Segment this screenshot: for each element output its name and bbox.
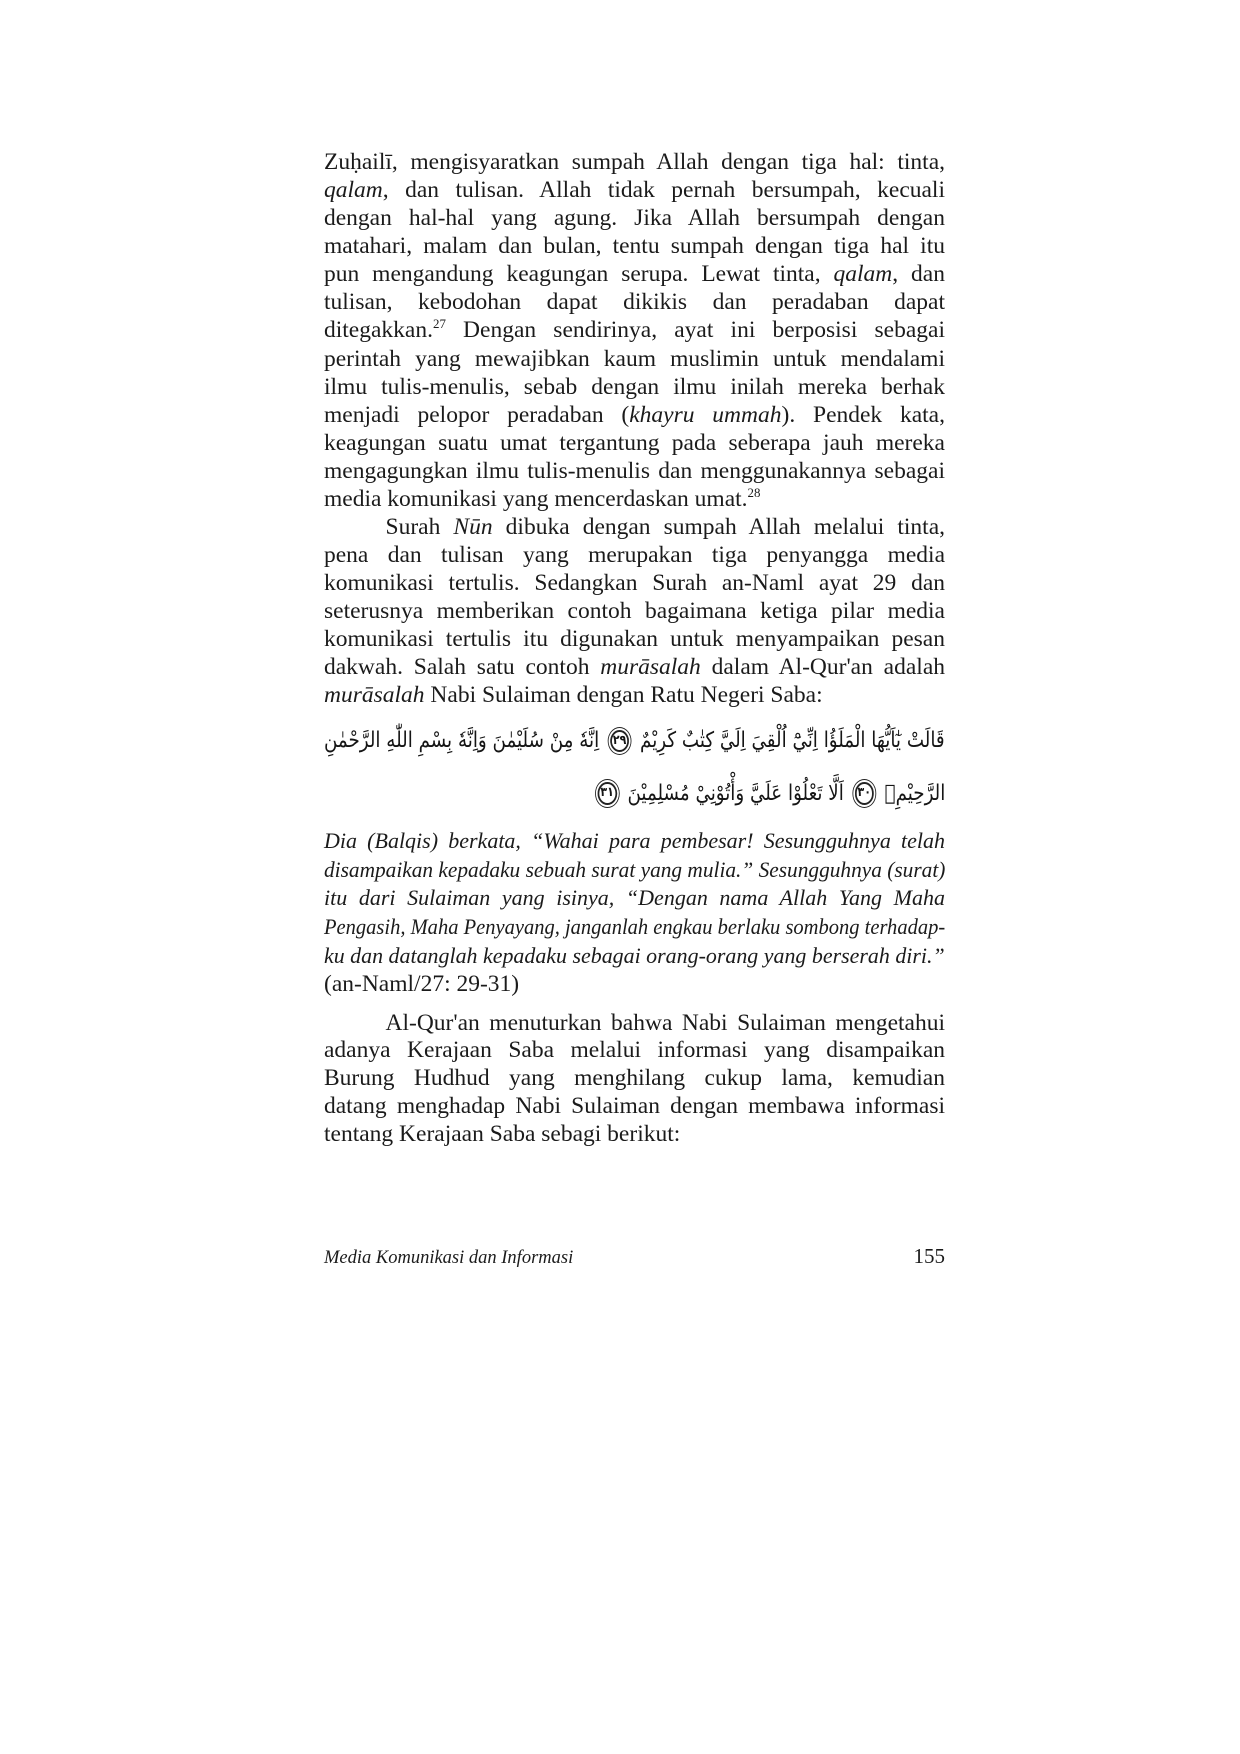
text-line: [324, 148, 945, 176]
text-segment: media komunikasi yang mencerdaskan umat.: [324, 485, 748, 512]
text-line: datang menghadap Nabi Sulaiman dengan membawa informasi: [324, 1093, 945, 1120]
footnote-ref: 27: [432, 316, 446, 332]
translation-line: disampaikan kepadaku sebuah surat yang mulia.” Sesungguhnya (surat): [324, 856, 946, 882]
translation-line: itu dari Sulaiman yang isinya, “Dengan nama Allah Yang Maha: [324, 885, 945, 911]
text-line: [324, 204, 945, 232]
text-segment: dalam Al-Qur'an adalah: [700, 654, 945, 681]
arabic-line: [324, 768, 945, 821]
text-line: Burung Hudhud yang menghilang cukup lama, kemudian: [324, 1065, 945, 1092]
arabic-text: اَلَّا تَعْلُوْا عَلَيَّ وَأْتُوْنِيْ مُسْلِمِيْنَ: [627, 780, 844, 806]
paragraph-2: [324, 513, 945, 710]
arabic-text: اِنَّهٗ مِنْ سُلَيْمٰنَ وَاِنَّهٗ بِسْمِ اللّٰهِ الرَّحْمٰنِ: [324, 728, 600, 753]
text-segment: , dan: [892, 261, 945, 288]
text-line: adanya Kerajaan Saba melalui informasi yang disampaikan: [324, 1037, 945, 1064]
italic-term: Nūn: [453, 514, 493, 541]
text-line: [324, 316, 945, 344]
text-line: [324, 653, 945, 681]
text-line: [324, 429, 945, 457]
text-line: [324, 260, 945, 288]
text-line: [324, 569, 945, 597]
arabic-line-content: [592, 768, 945, 821]
italic-term: qalam: [833, 261, 893, 288]
ayah-number-marker: ٢٩: [610, 730, 629, 753]
text-line: [324, 541, 945, 569]
text-segment: keagungan suatu umat tergantung pada seberapa jauh mereka: [324, 429, 945, 456]
italic-term: khayru ummah: [629, 401, 782, 428]
text-line: [324, 625, 945, 653]
footnote-ref: 28: [747, 484, 761, 500]
text-line: [324, 401, 945, 429]
text-segment: Dengan sendirinya, ayat ini berposisi sebagai: [445, 317, 945, 344]
arabic-line-content: [324, 715, 945, 768]
translation-line: ku dan datanglah kepadaku sebagai orang-orang yang berserah diri.”: [324, 942, 945, 968]
verse-translation: [324, 827, 945, 999]
text-segment: komunikasi tertulis. Sedangkan Surah an-Naml ayat 29 dan: [324, 570, 945, 597]
text-line: [324, 373, 945, 401]
translation-line: Pengasih, Maha Penyayang, janganlah engkau berlaku sombong terhadap-: [324, 913, 946, 939]
quran-verse: [324, 715, 945, 820]
ayah-number-marker: ٣١: [597, 782, 616, 805]
text-line: [324, 232, 945, 260]
text-line: [324, 513, 945, 541]
text-line: tentang Kerajaan Saba sebagi berikut:: [324, 1121, 681, 1148]
italic-term: murāsalah: [600, 654, 701, 681]
running-footer: [324, 1244, 945, 1272]
text-line: [324, 681, 945, 709]
text-segment: ditegakkan.: [324, 317, 433, 344]
text-segment: komunikasi tertulis itu digunakan untuk menyampaikan pesan: [324, 626, 945, 653]
italic-term: qalam: [324, 177, 383, 204]
text-segment: Surah: [385, 514, 454, 541]
text-segment: menjadi pelopor peradaban (: [324, 401, 630, 428]
paragraph-1: [324, 148, 945, 513]
text-segment: tulisan, kebodohan dapat dikikis dan peradaban dapat: [324, 289, 945, 316]
page-number: 155: [913, 1244, 945, 1268]
arabic-text: الرَّحِيْمِۙ: [884, 780, 945, 806]
text-line: [324, 485, 945, 513]
text-segment: seterusnya memberikan contoh bagaimana ketiga pilar media: [324, 598, 945, 625]
text-segment: pena dan tulisan yang merupakan tiga penyangga media: [324, 542, 945, 569]
paragraph-3: [324, 1010, 945, 1150]
text-segment: Zuḥailī, mengisyaratkan sumpah Allah dengan tiga hal: tinta,: [324, 149, 945, 175]
translation-line: Dia (Balqis) berkata, “Wahai para pembesar! Sesungguhnya telah: [324, 828, 945, 853]
text-segment: Nabi Sulaiman dengan Ratu Negeri Saba:: [424, 682, 823, 709]
text-segment: mengagungkan ilmu tulis-menulis dan menggunakannya sebagai: [324, 457, 945, 484]
text-line: [324, 597, 945, 625]
verse-reference: (an-Naml/27: 29-31): [324, 971, 520, 998]
text-segment: dengan hal-hal yang agung. Jika Allah bersumpah dengan: [324, 205, 945, 232]
text-line: [324, 288, 945, 316]
ayah-number-marker: ٣٠: [854, 782, 873, 805]
text-segment: ). Pendek kata,: [781, 401, 945, 428]
text-line: [324, 345, 945, 373]
body-text: [324, 148, 945, 710]
text-line: [324, 176, 945, 204]
text-line: Al-Qur'an menuturkan bahwa Nabi Sulaiman mengetahui: [385, 1009, 945, 1036]
footer-title: Media Komunikasi dan Informasi: [324, 1248, 574, 1268]
text-segment: ilmu tulis-menulis, sebab dengan ilmu inilah mereka berhak: [324, 373, 945, 400]
text-line: [324, 457, 945, 485]
text-segment: perintah yang mewajibkan kaum muslimin untuk mendalami: [324, 345, 945, 372]
text-segment: dakwah. Salah satu contoh: [324, 654, 601, 681]
arabic-line: [324, 715, 945, 768]
arabic-text: قَالَتْ يٰٓاَيُّهَا الْمَلَؤُا اِنِّيْٓ اُلْقِيَ اِلَيَّ كِتٰبٌ كَرِيْمٌ: [640, 728, 945, 753]
text-segment: pun mengandung keagungan serupa. Lewat tinta,: [324, 261, 834, 288]
text-segment: , dan tulisan. Allah tidak pernah bersumpah, kecuali: [382, 177, 945, 204]
text-segment: dibuka dengan sumpah Allah melalui tinta,: [492, 514, 945, 541]
italic-term: murāsalah: [324, 682, 425, 709]
text-segment: matahari, malam dan bulan, tentu sumpah dengan tiga hal itu: [324, 233, 945, 260]
